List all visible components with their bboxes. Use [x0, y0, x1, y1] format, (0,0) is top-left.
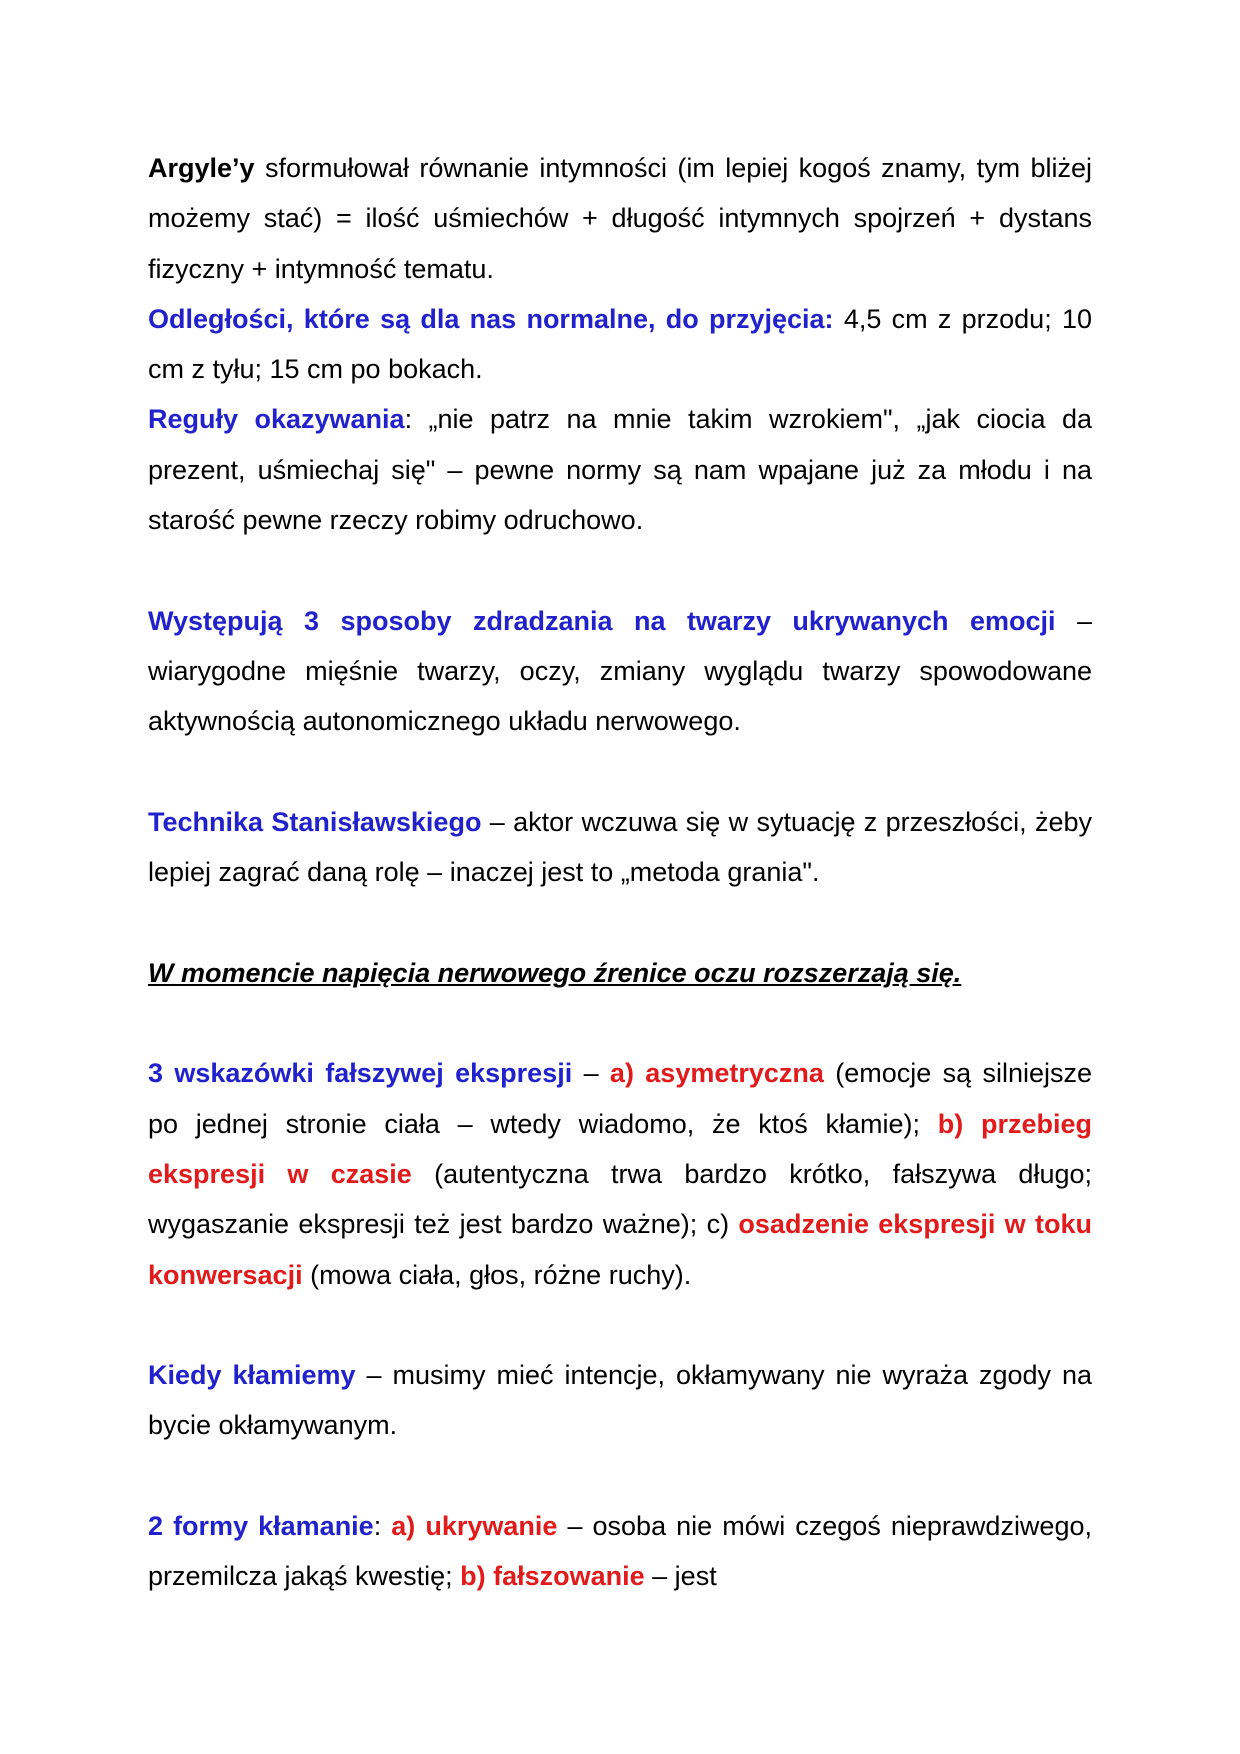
paragraph-gap [148, 1451, 1092, 1501]
term-time-course: przebieg ekspresji w czasie [148, 1108, 1092, 1189]
paragraph-text: – osoba nie mówi czegoś nieprawdziwego, przemilcza jakąś kwestię; [148, 1511, 1092, 1592]
paragraph-emotion-leakage [148, 596, 1092, 747]
list-label-a: a) [609, 1058, 634, 1089]
paragraph-text: – aktor wczuwa się w sytuację z przeszłości, żeby lepiej zagrać daną rolę – inaczej jest to „metoda grania". [148, 806, 1093, 888]
term-when-lying: Kiedy kłamiemy [148, 1360, 356, 1391]
paragraph-text: – wiarygodne mięśnie twarzy, oczy, zmiany wyglądu twarzy spowodowane aktywnością autonomicznego układu nerwowego. [148, 605, 1092, 737]
paragraph-text: (emocje są silniejsze po jednej stronie ciała – wtedy wiadomo, że ktoś kłamie); [148, 1058, 1092, 1139]
paragraph-text: – jest [644, 1561, 717, 1592]
term-distances: Odległości, które są dla nas normalne, do przyjęcia: [148, 303, 834, 334]
paragraph-text: : „nie patrz na mnie takim wzrokiem", „jak ciocia da prezent, uśmiechaj się" – pewne normy są nam wpajane już za młodu i na starość pewne rzeczy robimy odruchowo. [148, 404, 1092, 536]
term-conversation-context: osadzenie ekspresji w toku konwersacji [148, 1209, 1092, 1290]
paragraph-text: – [572, 1058, 610, 1089]
list-label-b: b) [937, 1108, 964, 1139]
document-page [148, 143, 1092, 1602]
term-stanislavski: Technika Stanisławskiego [148, 806, 482, 837]
paragraph-gap [148, 747, 1092, 797]
paragraph-intimacy-equation [148, 143, 1092, 294]
term-false-expression: 3 wskazówki fałszywej ekspresji [148, 1058, 573, 1089]
paragraph-text: sformułował równanie intymności (im lepiej kogoś znamy, tym bliżej możemy stać) = ilość uśmiechów + długość intymnych spojrzeń + dystans fizyczny + intymność tematu. [148, 153, 1092, 284]
term-emotion-leakage: Występują 3 sposoby zdradzania na twarzy ukrywanych emocji [148, 605, 1056, 636]
term-display-rules: Reguły okazywania [148, 404, 405, 435]
term-argyle: Argyle’y [148, 153, 255, 183]
paragraph-lying-forms [148, 1501, 1092, 1602]
list-label-b: b) [460, 1561, 486, 1592]
term-asymmetric: asymetryczna [645, 1058, 824, 1089]
paragraph-text: – musimy mieć intencje, okłamywany nie wyraża zgody na bycie okłamywanym. [148, 1360, 1092, 1441]
list-label-a: a) [391, 1511, 416, 1542]
paragraph-gap [148, 545, 1092, 595]
paragraph-gap [148, 1300, 1092, 1350]
paragraph-text: (autentyczna trwa bardzo krótko, fałszywa długo; wygaszanie ekspresji też jest bardzo ważne); c) [148, 1158, 1092, 1240]
term-falsifying: fałszowanie [493, 1561, 645, 1592]
term-lying-forms: 2 formy kłamanie [148, 1511, 374, 1542]
paragraph-gap [148, 998, 1092, 1048]
paragraph-display-rules [148, 394, 1092, 545]
paragraph-text: 4,5 cm z przodu; 10 cm z tyłu; 15 cm po bokach. [148, 303, 1092, 385]
paragraph-text: (mowa ciała, głos, różne ruchy). [302, 1259, 692, 1290]
paragraph-text: : [373, 1511, 392, 1542]
paragraph-false-expression [148, 1048, 1092, 1299]
paragraph-when-lying [148, 1350, 1092, 1451]
term-concealing: ukrywanie [425, 1511, 558, 1542]
paragraph-stanislavski [148, 797, 1092, 898]
paragraph-pupils [148, 948, 1092, 998]
paragraph-gap [148, 897, 1092, 947]
paragraph-distances [148, 294, 1092, 395]
emphasized-statement: W momencie napięcia nerwowego źrenice oczu rozszerzają się. [148, 957, 962, 988]
